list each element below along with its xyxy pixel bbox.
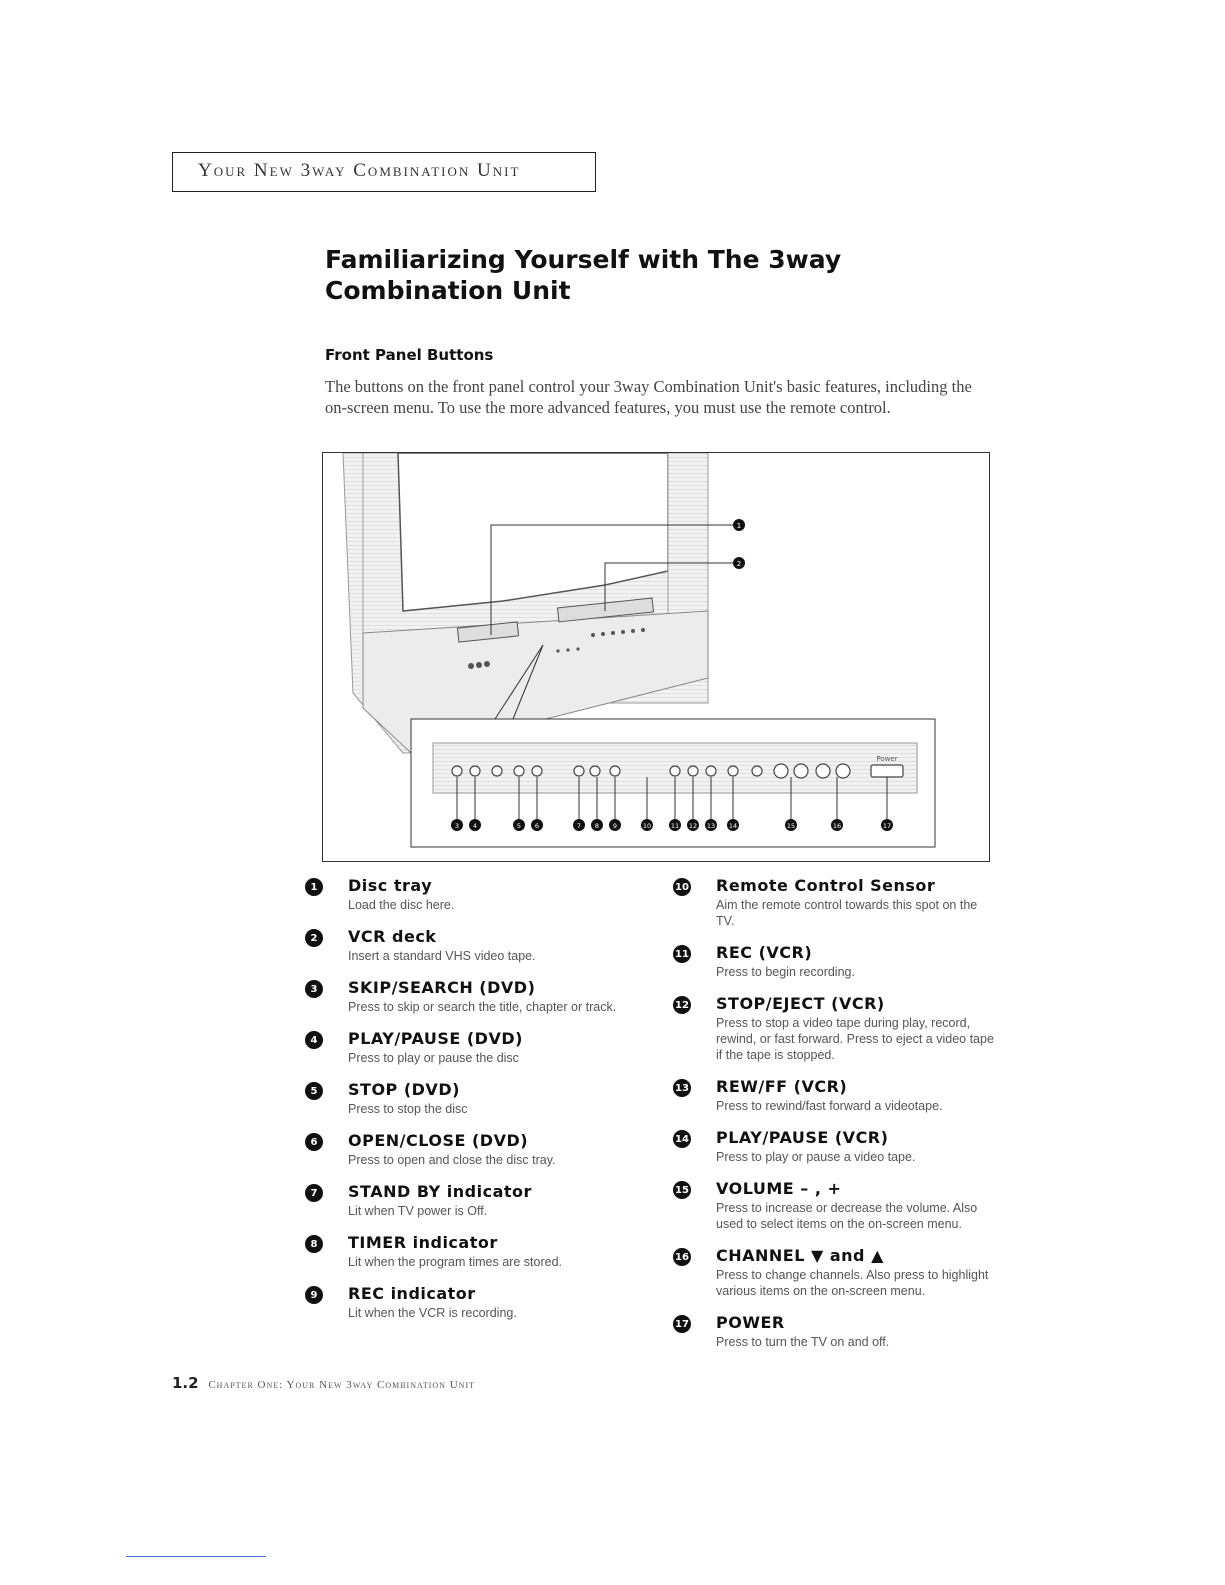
feature-item xyxy=(300,1131,630,1168)
page-number: 1.2 xyxy=(172,1374,199,1392)
front-panel-figure xyxy=(322,452,990,862)
callout-badge-label: 17 xyxy=(882,822,892,830)
item-number-badge: 1 xyxy=(305,878,323,896)
item-description: Press to play or pause a video tape. xyxy=(716,1150,916,1164)
items-right-column xyxy=(668,876,998,1350)
callout-badge-label: 11 xyxy=(670,822,680,830)
running-header: Your New 3way Combination Unit xyxy=(198,160,521,181)
items-left-column xyxy=(300,876,630,1321)
bottom-rule xyxy=(126,1556,266,1557)
feature-item xyxy=(300,1182,630,1219)
section-heading: Front Panel Buttons xyxy=(325,346,494,364)
item-title: VOLUME – , + xyxy=(716,1179,842,1198)
item-title: PLAY/PAUSE (DVD) xyxy=(348,1029,523,1048)
item-number-badge: 11 xyxy=(673,945,691,963)
item-number-badge: 10 xyxy=(673,878,691,896)
item-title: PLAY/PAUSE (VCR) xyxy=(716,1128,889,1147)
callout-badge-label: 4 xyxy=(472,822,478,830)
callout-badge-label: 16 xyxy=(832,822,842,830)
item-description: Lit when TV power is Off. xyxy=(348,1204,488,1218)
item-title: POWER xyxy=(716,1313,785,1332)
item-description: Press to skip or search the title, chapter or track. xyxy=(348,1000,617,1014)
item-description: Press to stop a video tape during play, record, rewind, or fast forward. Press to eject a video tape if the tape is stopped. xyxy=(716,1016,994,1062)
item-number-badge: 2 xyxy=(305,929,323,947)
item-title: Remote Control Sensor xyxy=(716,876,936,895)
feature-item xyxy=(668,1128,998,1165)
intro-paragraph: The buttons on the front panel control your 3way Combination Unit's basic features, including the on-screen menu. To use the more advanced features, you must use the remote control. xyxy=(325,377,972,417)
item-title: REC (VCR) xyxy=(716,943,813,962)
callout-badge-label: 9 xyxy=(612,822,618,830)
item-title: REW/FF (VCR) xyxy=(716,1077,848,1096)
feature-item xyxy=(300,1029,630,1066)
feature-item xyxy=(668,1313,998,1350)
item-description: Press to begin recording. xyxy=(716,965,855,979)
item-title: STAND BY indicator xyxy=(348,1182,532,1201)
item-title: REC indicator xyxy=(348,1284,476,1303)
item-number-badge: 16 xyxy=(673,1248,691,1266)
feature-item xyxy=(668,994,998,1063)
item-number-badge: 12 xyxy=(673,996,691,1014)
item-number-badge: 4 xyxy=(305,1031,323,1049)
item-number-badge: 13 xyxy=(673,1079,691,1097)
callout-badge-label: 8 xyxy=(594,822,600,830)
item-number-badge: 9 xyxy=(305,1286,323,1304)
item-number-badge: 15 xyxy=(673,1181,691,1199)
item-description: Aim the remote control towards this spot on the TV. xyxy=(716,898,978,928)
item-description: Press to play or pause the disc xyxy=(348,1051,519,1065)
callout-badge-label: 13 xyxy=(706,822,716,830)
page-title: Familiarizing Yourself with The 3way Combination Unit xyxy=(325,245,842,305)
page-footer xyxy=(172,1374,475,1392)
item-number-badge: 8 xyxy=(305,1235,323,1253)
item-number-badge: 7 xyxy=(305,1184,323,1202)
item-description: Lit when the VCR is recording. xyxy=(348,1306,517,1320)
front-panel-illustration xyxy=(323,453,991,863)
item-title: TIMER indicator xyxy=(348,1233,498,1252)
item-description: Press to turn the TV on and off. xyxy=(716,1335,890,1349)
callout-badge-label: 7 xyxy=(576,822,582,830)
feature-item xyxy=(300,876,630,913)
feature-item xyxy=(300,1080,630,1117)
item-title: Disc tray xyxy=(348,876,433,895)
feature-item xyxy=(668,876,998,929)
callout-badge-label: 5 xyxy=(516,822,522,830)
item-title: SKIP/SEARCH (DVD) xyxy=(348,978,536,997)
item-number-badge: 6 xyxy=(305,1133,323,1151)
item-number-badge: 3 xyxy=(305,980,323,998)
callout-2-label: 2 xyxy=(736,560,742,568)
item-description: Press to open and close the disc tray. xyxy=(348,1153,556,1167)
item-description: Insert a standard VHS video tape. xyxy=(348,949,536,963)
feature-item xyxy=(300,927,630,964)
feature-item xyxy=(668,1077,998,1114)
item-title: OPEN/CLOSE (DVD) xyxy=(348,1131,529,1150)
item-description: Press to rewind/fast forward a videotape. xyxy=(716,1099,943,1113)
feature-item xyxy=(300,1233,630,1270)
feature-item xyxy=(668,1179,998,1232)
panel-power-label: Power xyxy=(876,755,898,763)
item-number-badge: 5 xyxy=(305,1082,323,1100)
item-title: STOP (DVD) xyxy=(348,1080,460,1099)
footer-text: Chapter One: Your New 3way Combination Unit xyxy=(208,1379,476,1391)
callout-badge-label: 6 xyxy=(534,822,540,830)
callout-badge-label: 12 xyxy=(688,822,698,830)
item-description: Load the disc here. xyxy=(348,898,455,912)
feature-item xyxy=(300,978,630,1015)
feature-item xyxy=(668,1246,998,1299)
item-description: Press to increase or decrease the volume. Also used to select items on the on-screen menu. xyxy=(716,1201,978,1231)
item-title: STOP/EJECT (VCR) xyxy=(716,994,885,1013)
item-description: Lit when the program times are stored. xyxy=(348,1255,562,1269)
callout-badge-label: 3 xyxy=(454,822,460,830)
callout-badge-label: 15 xyxy=(786,822,796,830)
item-number-badge: 17 xyxy=(673,1315,691,1333)
callout-1-label: 1 xyxy=(736,522,742,530)
item-description: Press to stop the disc xyxy=(348,1102,468,1116)
item-number-badge: 14 xyxy=(673,1130,691,1148)
callout-badge-label: 14 xyxy=(728,822,738,830)
callout-badge-label: 10 xyxy=(642,822,652,830)
feature-item xyxy=(668,943,998,980)
item-title: VCR deck xyxy=(348,927,437,946)
item-description: Press to change channels. Also press to highlight various items on the on-screen menu. xyxy=(716,1268,989,1298)
feature-item xyxy=(300,1284,630,1321)
item-title: CHANNEL ▼ and ▲ xyxy=(716,1246,884,1265)
